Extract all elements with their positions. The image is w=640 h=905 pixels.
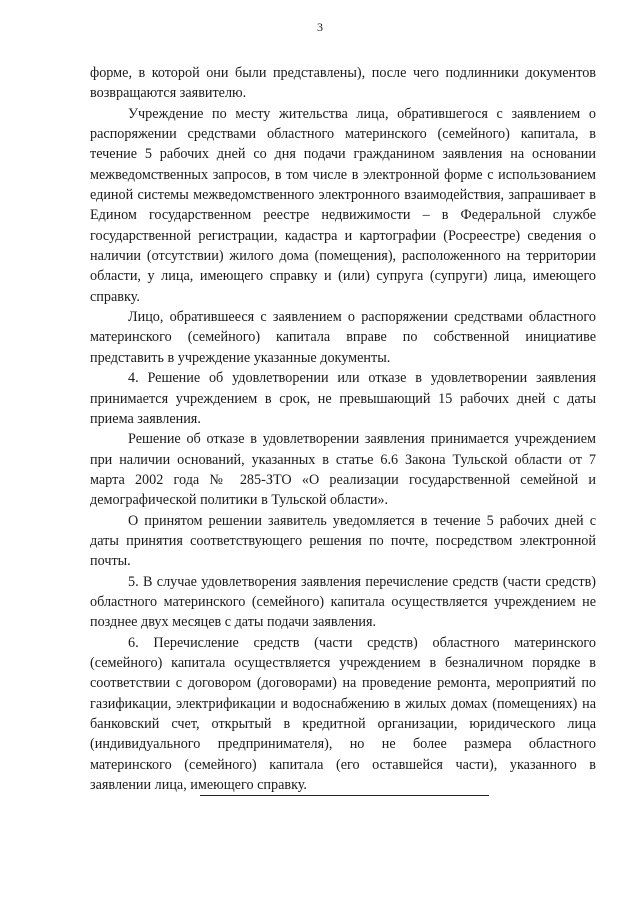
end-of-document-rule: [200, 795, 489, 796]
paragraph-institution-request: Учреждение по месту жительства лица, обратившегося с заявлением о распоряжении средствами областного материнского (семейного) капитала, в течение 5 рабочих дней со дня подачи гражданином заявления на основании межведомственных запросов, в том числе в электронной форме с использованием единой системы межведомственного электронного взаимодействия, запрашивает в Едином государственном реестре недвижимости – в Федеральной службе государственной регистрации, кадастра и картографии (Росреестре) сведения о наличии (отсутствии) жилого дома (помещения), расположенного на территории области, у лица, имеющего справку и (или) супруга (супруги) лица, имеющего справку.: [90, 105, 596, 305]
paragraph-notification: О принятом решении заявитель уведомляется в течение 5 рабочих дней с даты принятия соответствующего решения по почте, посредством электронной почты.: [90, 512, 596, 570]
paragraph-item-6: 6. Перечисление средств (части средств) областного материнского (семейного) капитала осуществляется учреждением в безналичном порядке в соответствии с договором (договорами) на проведение ремонта, мероприятий по газификации, электрификации и водоснабжению в жилых домах (помещениях) на банковский счет, открытый в кредитной организации, юридического лица (индивидуального предпринимателя), но не более размера областного материнского (семейного) капитала (его оставшейся части), указанного в заявлении лица, имеющего справку.: [90, 634, 596, 794]
paragraph-continuation: форме, в которой они были представлены), после чего подлинники документов возвращаются заявителю.: [90, 65, 596, 102]
paragraph-item-5: 5. В случае удовлетворения заявления перечисление средств (части средств) областного материнского (семейного) капитала осуществляется учреждением не позднее двух месяцев с даты подачи заявления.: [90, 573, 596, 631]
document-body: [90, 63, 596, 795]
paragraph-refusal-decision: Решение об отказе в удовлетворении заявления принимается учреждением при наличии оснований, указанных в статье 6.6 Закона Тульской области от 7 марта 2002 года № 285-ЗТО «О реализации государственной семейной и демографической политики в Тульской области».: [90, 431, 596, 509]
paragraph-item-4: 4. Решение об удовлетворении или отказе в удовлетворении заявления принимается учреждением в срок, не превышающий 15 рабочих дней с даты приема заявления.: [90, 370, 596, 427]
paragraph-own-initiative: Лицо, обратившееся с заявлением о распоряжении средствами областного материнского (семейного) капитала вправе по собственной инициативе представить в учреждение указанные документы.: [90, 309, 596, 366]
page-number: 3: [317, 20, 323, 34]
